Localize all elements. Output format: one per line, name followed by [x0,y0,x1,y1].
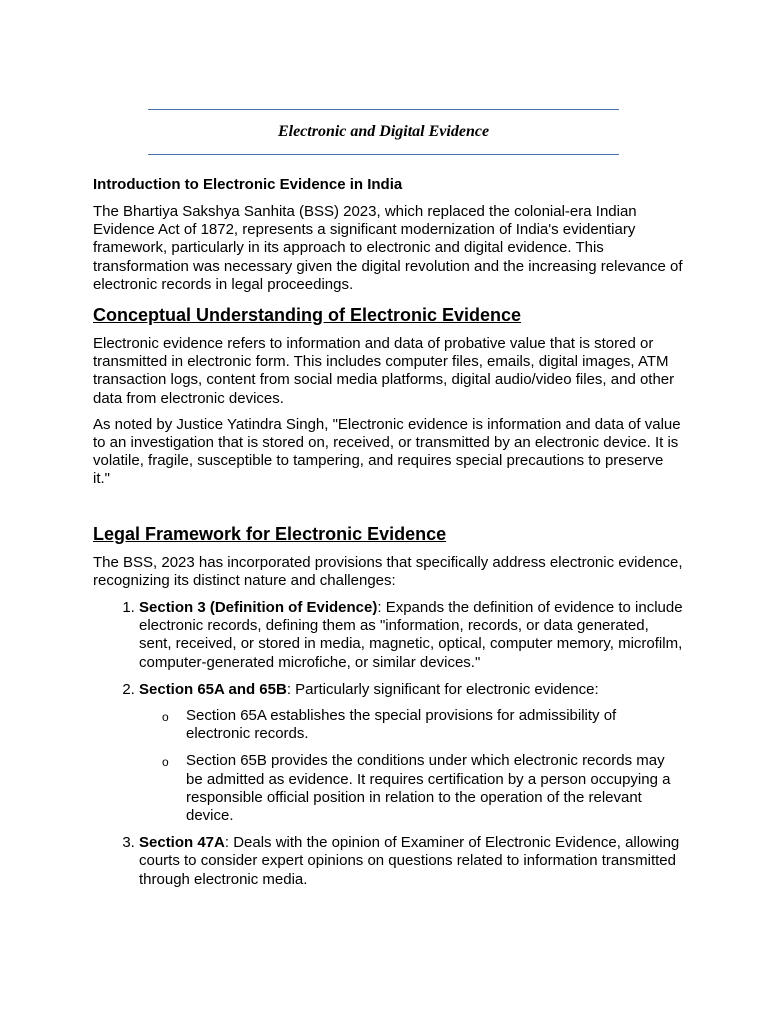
conceptual-paragraph-2: As noted by Justice Yatindra Singh, "Electronic evidence is information and data of value to an investigation that is stored on, received, or transmitted by an electronic device. It is volatile, fragile, susceptible to tampering, and requires special precautions to preserve it." [93,415,681,488]
title-bottom-rule [148,154,619,155]
sub-list-item-text: Section 65B provides the conditions under which electronic records may be admitted as evidence. It requires certification by a person occupying a responsible official position in relation to the operation of the relevant device. [186,752,671,825]
intro-heading: Introduction to Electronic Evidence in India [93,176,403,193]
legal-heading: Legal Framework for Electronic Evidence [93,523,447,544]
document-title: Electronic and Digital Evidence [277,123,490,140]
list-item [139,834,683,889]
legal-provisions-list [93,599,683,889]
list-item-text: : Particularly significant for electronic evidence: [286,680,599,698]
conceptual-paragraph-1: Electronic evidence refers to information and data of probative value that is stored or transmitted in electronic form. This includes computer files, emails, digital images, ATM transaction logs, content from social media platforms, digital audio/video files, and other data from electronic devices. [93,335,675,407]
list-item-title: Section 47A [139,834,225,852]
list-item-title: Section 3 (Definition of Evidence) [139,599,378,617]
intro-paragraph: The Bhartiya Sakshya Sanhita (BSS) 2023, which replaced the colonial-era Indian Evidence Act of 1872, represents a significant modernization of India's evidentiary framework, particularly in its approach to electronic and digital evidence. This transformation was necessary given the digital revolution and the increasing relevance of electronic records in legal proceedings. [93,203,683,293]
sub-list [139,707,683,825]
sub-list-item [162,707,683,743]
list-item [139,599,683,672]
legal-paragraph: The BSS, 2023 has incorporated provisions that specifically address electronic evidence, recognizing its distinct nature and challenges: [93,553,683,589]
conceptual-heading: Conceptual Understanding of Electronic Evidence [93,305,522,326]
hollow-bullet-icon: o [162,755,169,770]
list-item [139,681,683,825]
sub-list-item-text: Section 65A establishes the special provisions for admissibility of electronic records. [186,707,617,743]
list-item-text: : Expands the definition of evidence to include electronic records, defining them as "information, records, or data generated, sent, received, or stored in media, magnetic, optical, computer memory, microfilm, computer-generated microfiche, or similar devices." [139,599,683,671]
sub-list-item [162,752,683,825]
title-top-rule [148,109,619,110]
list-item-title: Section 65A and 65B [139,680,287,698]
list-item-text: : Deals with the opinion of Examiner of Electronic Evidence, allowing courts to consider expert opinions on questions related to information transmitted through electronic media. [139,834,680,888]
hollow-bullet-icon: o [162,710,169,725]
document-body [93,176,683,898]
